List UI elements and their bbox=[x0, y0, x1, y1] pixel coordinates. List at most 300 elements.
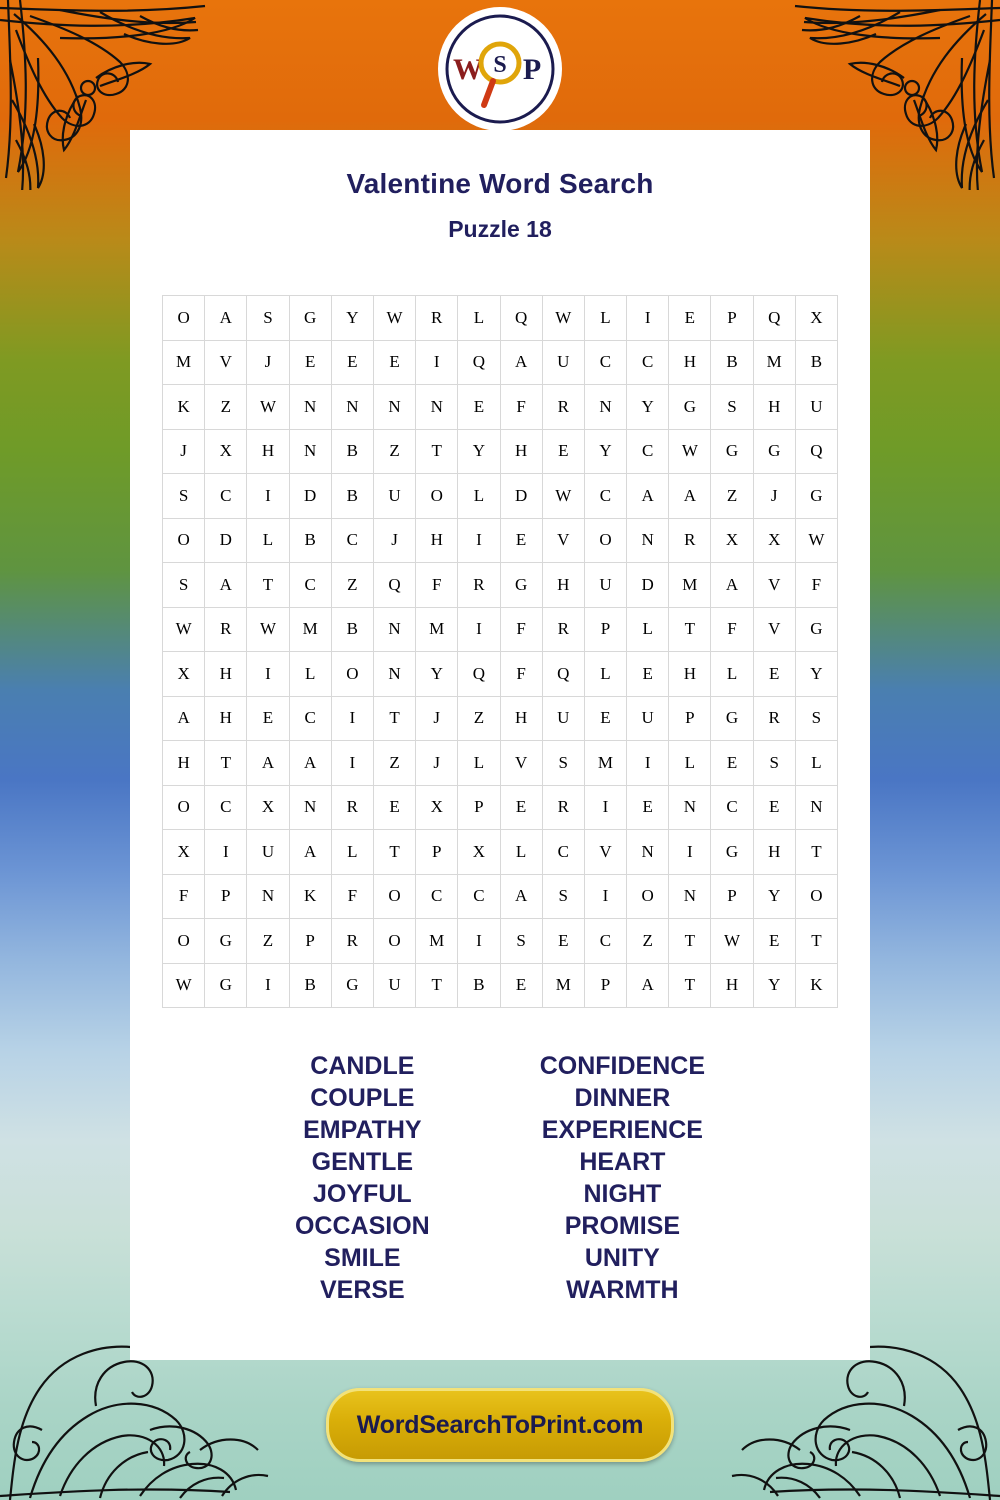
grid-cell[interactable]: I bbox=[247, 474, 289, 519]
grid-cell[interactable]: Q bbox=[458, 652, 500, 697]
grid-cell[interactable]: E bbox=[753, 919, 795, 964]
grid-cell[interactable]: N bbox=[331, 385, 373, 430]
grid-cell[interactable]: J bbox=[753, 474, 795, 519]
grid-cell[interactable]: W bbox=[247, 385, 289, 430]
grid-cell[interactable]: P bbox=[289, 919, 331, 964]
grid-cell[interactable]: S bbox=[711, 385, 753, 430]
grid-cell[interactable]: M bbox=[542, 963, 584, 1008]
grid-cell[interactable]: Z bbox=[373, 741, 415, 786]
puzzle-number: Puzzle 18 bbox=[448, 216, 552, 242]
grid-cell[interactable]: O bbox=[163, 785, 205, 830]
grid-row bbox=[163, 696, 838, 741]
grid-cell[interactable]: Z bbox=[373, 429, 415, 474]
grid-cell[interactable]: J bbox=[247, 340, 289, 385]
grid-cell[interactable]: E bbox=[331, 340, 373, 385]
grid-cell[interactable]: Y bbox=[331, 296, 373, 341]
grid-cell[interactable]: P bbox=[711, 296, 753, 341]
grid-row bbox=[163, 785, 838, 830]
grid-cell[interactable]: C bbox=[584, 474, 626, 519]
grid-cell[interactable]: C bbox=[584, 340, 626, 385]
grid-cell[interactable]: Z bbox=[627, 919, 669, 964]
grid-cell[interactable]: I bbox=[458, 518, 500, 563]
grid-cell[interactable]: S bbox=[542, 874, 584, 919]
grid-cell[interactable]: Z bbox=[247, 919, 289, 964]
grid-cell[interactable]: E bbox=[584, 696, 626, 741]
grid-cell[interactable]: H bbox=[163, 741, 205, 786]
grid-cell[interactable]: T bbox=[373, 696, 415, 741]
grid-cell[interactable]: X bbox=[163, 830, 205, 875]
grid-cell[interactable]: A bbox=[669, 474, 711, 519]
grid-cell[interactable]: X bbox=[458, 830, 500, 875]
grid-cell[interactable]: A bbox=[627, 963, 669, 1008]
word-list-item: SMILE bbox=[324, 1244, 401, 1272]
grid-cell[interactable]: U bbox=[373, 963, 415, 1008]
site-logo bbox=[441, 10, 559, 128]
grid-cell[interactable]: X bbox=[753, 518, 795, 563]
grid-cell[interactable]: I bbox=[205, 830, 247, 875]
grid-cell[interactable]: G bbox=[669, 385, 711, 430]
word-list-item: EXPERIENCE bbox=[541, 1116, 703, 1144]
grid-cell[interactable]: N bbox=[627, 518, 669, 563]
grid-cell[interactable]: N bbox=[373, 607, 415, 652]
grid-row bbox=[163, 429, 838, 474]
grid-cell[interactable]: P bbox=[458, 785, 500, 830]
word-list-item: HEART bbox=[579, 1148, 666, 1176]
word-list-item: EMPATHY bbox=[303, 1116, 422, 1144]
grid-cell[interactable]: M bbox=[289, 607, 331, 652]
grid-cell[interactable]: X bbox=[795, 296, 837, 341]
grid-cell[interactable]: A bbox=[247, 741, 289, 786]
grid-cell[interactable]: D bbox=[289, 474, 331, 519]
grid-cell[interactable]: O bbox=[163, 919, 205, 964]
grid-cell[interactable]: T bbox=[795, 919, 837, 964]
grid-cell[interactable]: Q bbox=[542, 652, 584, 697]
grid-cell[interactable]: Y bbox=[795, 652, 837, 697]
grid-cell[interactable]: M bbox=[584, 741, 626, 786]
grid-cell[interactable]: C bbox=[416, 874, 458, 919]
grid-cell[interactable]: O bbox=[584, 518, 626, 563]
grid-cell[interactable]: G bbox=[205, 919, 247, 964]
grid-cell[interactable]: H bbox=[542, 563, 584, 608]
grid-cell[interactable]: F bbox=[331, 874, 373, 919]
grid-cell[interactable]: L bbox=[458, 296, 500, 341]
grid-cell[interactable]: N bbox=[669, 785, 711, 830]
website-button-label: WordSearchToPrint.com bbox=[356, 1410, 644, 1439]
grid-cell[interactable]: H bbox=[247, 429, 289, 474]
grid-cell[interactable]: Q bbox=[753, 296, 795, 341]
grid-cell[interactable]: W bbox=[669, 429, 711, 474]
word-list-item: WARMTH bbox=[566, 1276, 679, 1304]
grid-row bbox=[163, 474, 838, 519]
grid-cell[interactable]: V bbox=[542, 518, 584, 563]
grid-cell[interactable]: Q bbox=[500, 296, 542, 341]
grid-cell[interactable]: L bbox=[500, 830, 542, 875]
grid-cell[interactable]: H bbox=[205, 696, 247, 741]
grid-cell[interactable]: G bbox=[795, 474, 837, 519]
grid-cell[interactable]: J bbox=[416, 696, 458, 741]
svg-text:S: S bbox=[493, 52, 507, 78]
grid-cell[interactable]: H bbox=[205, 652, 247, 697]
grid-cell[interactable]: R bbox=[331, 785, 373, 830]
grid-cell[interactable]: D bbox=[205, 518, 247, 563]
grid-cell[interactable]: T bbox=[247, 563, 289, 608]
grid-cell[interactable]: N bbox=[416, 385, 458, 430]
grid-cell[interactable]: I bbox=[416, 340, 458, 385]
grid-cell[interactable]: M bbox=[416, 919, 458, 964]
grid-cell[interactable]: A bbox=[205, 563, 247, 608]
grid-cell[interactable]: F bbox=[711, 607, 753, 652]
grid-cell[interactable]: W bbox=[542, 474, 584, 519]
grid-cell[interactable]: C bbox=[289, 696, 331, 741]
grid-cell[interactable]: B bbox=[331, 474, 373, 519]
grid-cell[interactable]: K bbox=[163, 385, 205, 430]
grid-cell[interactable]: A bbox=[205, 296, 247, 341]
grid-cell[interactable]: C bbox=[584, 919, 626, 964]
grid-row bbox=[163, 340, 838, 385]
grid-cell[interactable]: P bbox=[205, 874, 247, 919]
grid-cell[interactable]: H bbox=[416, 518, 458, 563]
grid-cell[interactable]: U bbox=[542, 696, 584, 741]
grid-cell[interactable]: S bbox=[542, 741, 584, 786]
grid-cell[interactable]: B bbox=[289, 963, 331, 1008]
grid-cell[interactable]: M bbox=[669, 563, 711, 608]
word-list-item: COUPLE bbox=[310, 1084, 415, 1112]
grid-cell[interactable]: O bbox=[163, 296, 205, 341]
grid-row bbox=[163, 874, 838, 919]
grid-cell[interactable]: W bbox=[247, 607, 289, 652]
grid-cell[interactable]: Z bbox=[205, 385, 247, 430]
grid-cell[interactable]: U bbox=[247, 830, 289, 875]
grid-cell[interactable]: U bbox=[795, 385, 837, 430]
grid-cell[interactable]: U bbox=[584, 563, 626, 608]
grid-row bbox=[163, 963, 838, 1008]
grid-cell[interactable]: A bbox=[289, 830, 331, 875]
grid-cell[interactable]: Z bbox=[331, 563, 373, 608]
grid-cell[interactable]: R bbox=[331, 919, 373, 964]
grid-cell[interactable]: E bbox=[753, 652, 795, 697]
grid-row bbox=[163, 741, 838, 786]
grid-cell[interactable]: S bbox=[163, 474, 205, 519]
grid-row bbox=[163, 830, 838, 875]
grid-row bbox=[163, 296, 838, 341]
word-list-item: PROMISE bbox=[564, 1212, 681, 1240]
grid-cell[interactable]: N bbox=[289, 385, 331, 430]
grid-cell[interactable]: A bbox=[500, 340, 542, 385]
grid-cell[interactable]: P bbox=[584, 607, 626, 652]
grid-cell[interactable]: N bbox=[669, 874, 711, 919]
grid-cell[interactable]: E bbox=[247, 696, 289, 741]
word-list-item: CANDLE bbox=[310, 1052, 415, 1080]
grid-row bbox=[163, 607, 838, 652]
grid-cell[interactable]: T bbox=[795, 830, 837, 875]
grid-cell[interactable]: F bbox=[795, 563, 837, 608]
grid-cell[interactable]: I bbox=[669, 830, 711, 875]
grid-cell[interactable]: T bbox=[373, 830, 415, 875]
word-list-item: OCCASION bbox=[294, 1212, 430, 1240]
grid-cell[interactable]: L bbox=[331, 830, 373, 875]
grid-cell[interactable]: P bbox=[584, 963, 626, 1008]
grid-cell[interactable]: J bbox=[373, 518, 415, 563]
grid-cell[interactable]: T bbox=[416, 429, 458, 474]
grid-cell[interactable]: E bbox=[373, 340, 415, 385]
grid-cell[interactable]: S bbox=[500, 919, 542, 964]
grid-cell[interactable]: E bbox=[289, 340, 331, 385]
grid-cell[interactable]: A bbox=[500, 874, 542, 919]
grid-cell[interactable]: B bbox=[331, 429, 373, 474]
page-title: Valentine Word Search bbox=[346, 168, 654, 199]
grid-cell[interactable]: I bbox=[331, 741, 373, 786]
grid-cell[interactable]: Y bbox=[584, 429, 626, 474]
grid-cell[interactable]: Y bbox=[753, 874, 795, 919]
grid-cell[interactable]: L bbox=[627, 607, 669, 652]
grid-cell[interactable]: E bbox=[373, 785, 415, 830]
grid-cell[interactable]: I bbox=[458, 919, 500, 964]
grid-cell[interactable]: C bbox=[542, 830, 584, 875]
grid-cell[interactable]: S bbox=[795, 696, 837, 741]
grid-cell[interactable]: Q bbox=[458, 340, 500, 385]
word-list-item: VERSE bbox=[319, 1276, 405, 1304]
grid-cell[interactable]: R bbox=[669, 518, 711, 563]
grid-cell[interactable]: R bbox=[416, 296, 458, 341]
grid-cell[interactable]: Y bbox=[458, 429, 500, 474]
grid-cell[interactable]: B bbox=[289, 518, 331, 563]
grid-cell[interactable]: I bbox=[584, 874, 626, 919]
grid-cell[interactable]: W bbox=[373, 296, 415, 341]
grid-cell[interactable]: K bbox=[289, 874, 331, 919]
grid-cell[interactable]: J bbox=[416, 741, 458, 786]
grid-cell[interactable]: C bbox=[205, 474, 247, 519]
grid-cell[interactable]: Q bbox=[373, 563, 415, 608]
grid-cell[interactable]: G bbox=[753, 429, 795, 474]
grid-cell[interactable]: E bbox=[627, 652, 669, 697]
grid-cell[interactable]: R bbox=[205, 607, 247, 652]
grid-cell[interactable]: L bbox=[458, 741, 500, 786]
grid-cell[interactable]: L bbox=[795, 741, 837, 786]
grid-cell[interactable]: D bbox=[627, 563, 669, 608]
grid-cell[interactable]: C bbox=[627, 429, 669, 474]
grid-cell[interactable]: T bbox=[669, 963, 711, 1008]
grid-cell[interactable]: H bbox=[753, 385, 795, 430]
grid-cell[interactable]: Y bbox=[627, 385, 669, 430]
grid-cell[interactable]: X bbox=[711, 518, 753, 563]
grid-cell[interactable]: R bbox=[753, 696, 795, 741]
grid-cell[interactable]: H bbox=[500, 429, 542, 474]
grid-cell[interactable]: G bbox=[711, 830, 753, 875]
grid-cell[interactable]: O bbox=[331, 652, 373, 697]
grid-cell[interactable]: A bbox=[627, 474, 669, 519]
grid-cell[interactable]: E bbox=[753, 785, 795, 830]
grid-cell[interactable]: L bbox=[584, 296, 626, 341]
grid-cell[interactable]: S bbox=[163, 563, 205, 608]
grid-row bbox=[163, 652, 838, 697]
grid-cell[interactable]: J bbox=[163, 429, 205, 474]
word-search-grid-container bbox=[162, 295, 838, 1008]
grid-cell[interactable]: L bbox=[711, 652, 753, 697]
grid-cell[interactable]: M bbox=[753, 340, 795, 385]
grid-cell[interactable]: I bbox=[331, 696, 373, 741]
grid-cell[interactable]: X bbox=[247, 785, 289, 830]
grid-cell[interactable]: V bbox=[205, 340, 247, 385]
grid-cell[interactable]: I bbox=[247, 652, 289, 697]
grid-cell[interactable]: T bbox=[669, 607, 711, 652]
grid-cell[interactable]: D bbox=[500, 474, 542, 519]
grid-cell[interactable]: O bbox=[627, 874, 669, 919]
svg-text:P: P bbox=[522, 53, 542, 86]
grid-cell[interactable]: G bbox=[331, 963, 373, 1008]
word-search-grid[interactable] bbox=[162, 295, 838, 1008]
grid-cell[interactable]: R bbox=[542, 607, 584, 652]
grid-cell[interactable]: E bbox=[669, 296, 711, 341]
grid-cell[interactable]: G bbox=[795, 607, 837, 652]
grid-cell[interactable]: N bbox=[795, 785, 837, 830]
grid-cell[interactable]: Q bbox=[795, 429, 837, 474]
grid-cell[interactable]: B bbox=[331, 607, 373, 652]
grid-cell[interactable]: E bbox=[542, 919, 584, 964]
grid-cell[interactable]: T bbox=[205, 741, 247, 786]
grid-cell[interactable]: Z bbox=[458, 696, 500, 741]
grid-cell[interactable]: A bbox=[711, 563, 753, 608]
grid-cell[interactable]: I bbox=[458, 607, 500, 652]
grid-cell[interactable]: G bbox=[500, 563, 542, 608]
grid-cell[interactable]: F bbox=[416, 563, 458, 608]
grid-cell[interactable]: T bbox=[416, 963, 458, 1008]
website-button[interactable] bbox=[326, 1388, 674, 1462]
grid-cell[interactable]: B bbox=[458, 963, 500, 1008]
grid-cell[interactable]: W bbox=[542, 296, 584, 341]
grid-row bbox=[163, 563, 838, 608]
grid-cell[interactable]: A bbox=[163, 696, 205, 741]
grid-row bbox=[163, 385, 838, 430]
grid-cell[interactable]: I bbox=[627, 296, 669, 341]
grid-cell[interactable]: R bbox=[458, 563, 500, 608]
grid-cell[interactable]: G bbox=[711, 429, 753, 474]
grid-cell[interactable]: N bbox=[373, 652, 415, 697]
grid-cell[interactable]: L bbox=[458, 474, 500, 519]
grid-cell[interactable]: G bbox=[289, 296, 331, 341]
grid-cell[interactable]: E bbox=[500, 518, 542, 563]
grid-cell[interactable]: E bbox=[458, 385, 500, 430]
svg-text:W: W bbox=[453, 53, 483, 86]
grid-cell[interactable]: H bbox=[753, 830, 795, 875]
grid-cell[interactable]: H bbox=[500, 696, 542, 741]
grid-cell[interactable]: V bbox=[753, 607, 795, 652]
grid-cell[interactable]: P bbox=[416, 830, 458, 875]
grid-cell[interactable]: Z bbox=[711, 474, 753, 519]
grid-cell[interactable]: I bbox=[247, 963, 289, 1008]
grid-cell[interactable]: W bbox=[163, 607, 205, 652]
grid-cell[interactable]: L bbox=[584, 652, 626, 697]
grid-cell[interactable]: C bbox=[205, 785, 247, 830]
grid-cell[interactable]: E bbox=[542, 429, 584, 474]
grid-cell[interactable]: W bbox=[795, 518, 837, 563]
grid-cell[interactable]: S bbox=[753, 741, 795, 786]
grid-cell[interactable]: F bbox=[163, 874, 205, 919]
grid-cell[interactable]: I bbox=[627, 741, 669, 786]
grid-cell[interactable]: T bbox=[669, 919, 711, 964]
grid-cell[interactable]: X bbox=[163, 652, 205, 697]
grid-cell[interactable]: P bbox=[669, 696, 711, 741]
grid-cell[interactable]: U bbox=[373, 474, 415, 519]
grid-cell[interactable]: N bbox=[584, 385, 626, 430]
grid-cell[interactable]: S bbox=[247, 296, 289, 341]
word-list bbox=[180, 1050, 820, 1306]
grid-cell[interactable]: C bbox=[331, 518, 373, 563]
grid-cell[interactable]: C bbox=[458, 874, 500, 919]
grid-cell[interactable]: N bbox=[247, 874, 289, 919]
grid-cell[interactable]: M bbox=[416, 607, 458, 652]
grid-cell[interactable]: F bbox=[500, 607, 542, 652]
grid-cell[interactable]: N bbox=[289, 785, 331, 830]
word-list-item: CONFIDENCE bbox=[539, 1052, 706, 1080]
grid-cell[interactable]: E bbox=[500, 785, 542, 830]
grid-cell[interactable]: L bbox=[669, 741, 711, 786]
word-list-column-right bbox=[540, 1050, 705, 1306]
grid-cell[interactable]: C bbox=[289, 563, 331, 608]
grid-cell[interactable]: F bbox=[500, 385, 542, 430]
grid-cell[interactable]: W bbox=[163, 963, 205, 1008]
grid-row bbox=[163, 919, 838, 964]
grid-cell[interactable]: E bbox=[627, 785, 669, 830]
grid-row bbox=[163, 518, 838, 563]
grid-cell[interactable]: H bbox=[711, 963, 753, 1008]
puzzle-sheet bbox=[130, 130, 870, 1360]
word-list-item: GENTLE bbox=[311, 1148, 414, 1176]
grid-cell[interactable]: C bbox=[627, 340, 669, 385]
grid-cell[interactable]: N bbox=[289, 429, 331, 474]
grid-cell[interactable]: B bbox=[711, 340, 753, 385]
grid-cell[interactable]: L bbox=[289, 652, 331, 697]
grid-cell[interactable]: O bbox=[416, 474, 458, 519]
grid-cell[interactable]: P bbox=[711, 874, 753, 919]
grid-cell[interactable]: V bbox=[584, 830, 626, 875]
grid-cell[interactable]: O bbox=[373, 919, 415, 964]
grid-cell[interactable]: L bbox=[247, 518, 289, 563]
grid-cell[interactable]: E bbox=[711, 741, 753, 786]
grid-cell[interactable]: H bbox=[669, 340, 711, 385]
grid-cell[interactable]: W bbox=[711, 919, 753, 964]
grid-cell[interactable]: R bbox=[542, 785, 584, 830]
grid-cell[interactable]: O bbox=[795, 874, 837, 919]
word-list-item: UNITY bbox=[584, 1244, 660, 1272]
word-list-item: NIGHT bbox=[583, 1180, 662, 1208]
grid-cell[interactable]: I bbox=[584, 785, 626, 830]
grid-cell[interactable]: X bbox=[416, 785, 458, 830]
grid-cell[interactable]: E bbox=[500, 963, 542, 1008]
grid-cell[interactable]: K bbox=[795, 963, 837, 1008]
grid-cell[interactable]: M bbox=[163, 340, 205, 385]
grid-cell[interactable]: O bbox=[373, 874, 415, 919]
grid-cell[interactable]: N bbox=[373, 385, 415, 430]
grid-cell[interactable]: U bbox=[627, 696, 669, 741]
grid-cell[interactable]: B bbox=[795, 340, 837, 385]
grid-cell[interactable]: R bbox=[542, 385, 584, 430]
grid-cell[interactable]: X bbox=[205, 429, 247, 474]
grid-cell[interactable]: H bbox=[669, 652, 711, 697]
grid-cell[interactable]: O bbox=[163, 518, 205, 563]
grid-cell[interactable]: G bbox=[711, 696, 753, 741]
grid-cell[interactable]: V bbox=[500, 741, 542, 786]
grid-cell[interactable]: U bbox=[542, 340, 584, 385]
grid-cell[interactable]: C bbox=[711, 785, 753, 830]
grid-cell[interactable]: Y bbox=[753, 963, 795, 1008]
word-list-item: DINNER bbox=[574, 1084, 671, 1112]
grid-cell[interactable]: Y bbox=[416, 652, 458, 697]
grid-cell[interactable]: G bbox=[205, 963, 247, 1008]
grid-cell[interactable]: A bbox=[289, 741, 331, 786]
grid-cell[interactable]: V bbox=[753, 563, 795, 608]
grid-cell[interactable]: F bbox=[500, 652, 542, 697]
grid-cell[interactable]: N bbox=[627, 830, 669, 875]
